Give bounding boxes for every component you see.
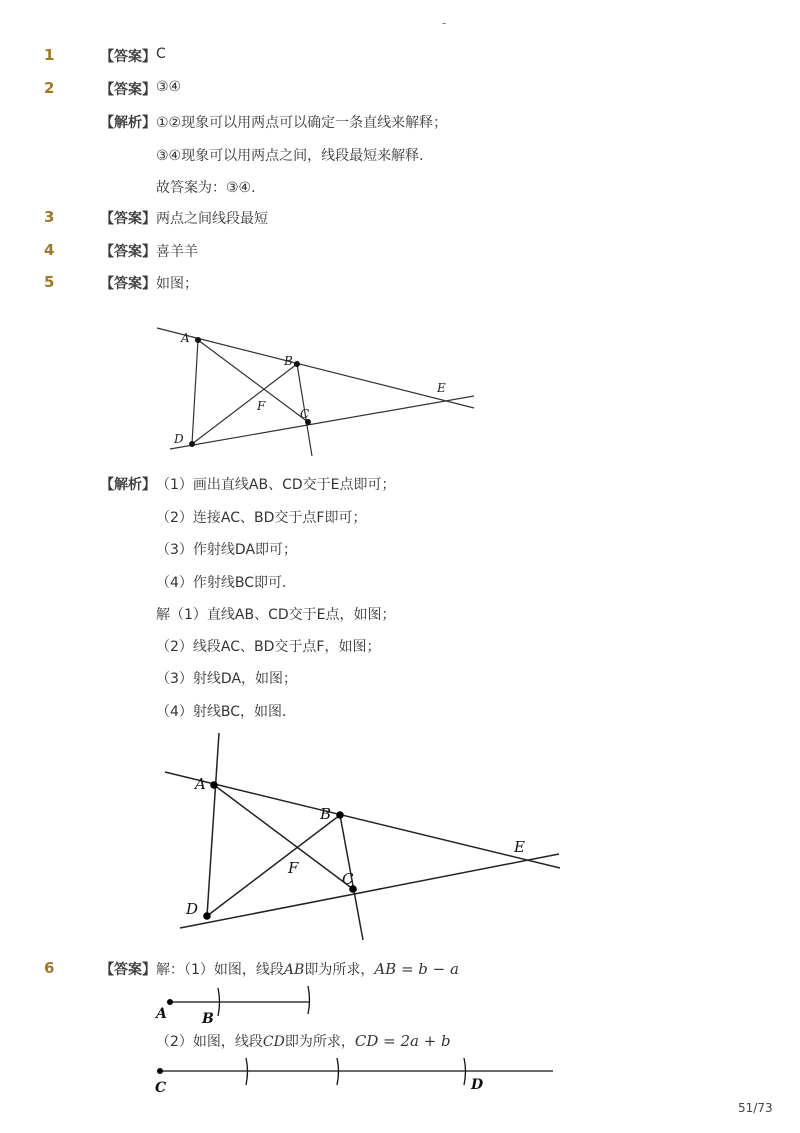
line-ab [157, 328, 474, 408]
answer-label: 【答案】 [100, 276, 156, 292]
label-e: E [437, 381, 446, 395]
analysis-line: （2）连接AC、BD交于点F即可； [156, 510, 367, 526]
analysis-label: 【解析】 [100, 115, 156, 131]
question-number-4: 4 [44, 241, 55, 259]
header-mark: - [442, 16, 447, 30]
label-b: B [202, 1011, 214, 1027]
line-cd [170, 396, 474, 449]
answer-label: 【答案】 [100, 244, 156, 260]
segment-bd [192, 364, 297, 444]
label-d: D [174, 432, 184, 446]
analysis-line: （2）线段AC、BD交于点F，如图； [156, 639, 381, 655]
answer-text-2: ③④ [156, 79, 182, 95]
analysis-line: （4）射线BC，如图． [156, 704, 297, 720]
point-b [336, 811, 344, 819]
analysis-line: （3）作射线DA即可； [156, 542, 298, 558]
label-f: F [288, 859, 299, 877]
part2-text: （2）如图，线段 [156, 1034, 263, 1050]
part1-equation: AB = b − a [374, 960, 459, 978]
point-a [195, 337, 201, 343]
segment-figure-ab [150, 980, 330, 1030]
question-number-6: 6 [44, 959, 55, 977]
page-number: 51/73 [738, 1101, 773, 1115]
analysis-line: （1）画出直线AB、CD交于E点即可； [156, 477, 396, 493]
analysis-label: 【解析】 [100, 477, 156, 493]
ray-da [192, 340, 198, 444]
point-d [189, 441, 195, 447]
label-a: A [156, 1006, 167, 1022]
geometry-figure-large [160, 728, 570, 943]
question-number-1: 1 [44, 46, 55, 64]
answer-label: 【答案】 [100, 962, 156, 978]
analysis-line: 故答案为：③④． [156, 180, 266, 196]
answer-text-5: 如图； [156, 276, 198, 292]
point-c [157, 1068, 163, 1074]
segment-figure-cd [150, 1055, 560, 1100]
answer-text-3: 两点之间线段最短 [156, 211, 268, 227]
point-a [210, 781, 218, 789]
label-a: A [195, 775, 206, 793]
answer-text-1: C [156, 46, 166, 62]
answer-text-4: 喜羊羊 [156, 244, 198, 260]
answer-line-6-part2 [156, 1031, 451, 1051]
part1-var: AB [283, 962, 305, 978]
answer-label: 【答案】 [100, 211, 156, 227]
label-b: B [284, 354, 293, 368]
answer-label: 【答案】 [100, 49, 156, 65]
part1-tail: 即为所求， [304, 962, 375, 978]
line-cd [180, 854, 559, 928]
label-c: C [300, 407, 310, 421]
question-number-3: 3 [44, 208, 55, 226]
question-number-2: 2 [44, 79, 55, 97]
label-e: E [514, 838, 525, 856]
analysis-line: （4）作射线BC即可． [156, 575, 297, 591]
label-a: A [181, 331, 190, 345]
part2-tail: 即为所求， [284, 1034, 355, 1050]
part2-var: CD [262, 1034, 285, 1050]
analysis-line: ③④现象可以用两点之间，线段最短来解释． [156, 148, 434, 164]
question-number-5: 5 [44, 273, 55, 291]
ray-da [207, 733, 219, 916]
point-d [203, 912, 211, 920]
part1-text: 解：（1）如图，线段 [156, 962, 284, 978]
label-b: B [320, 805, 332, 823]
label-d: D [471, 1077, 484, 1093]
label-d: D [186, 900, 199, 918]
answer-label: 【答案】 [100, 82, 156, 98]
arc-mark-end [308, 986, 310, 1014]
analysis-line: （3）射线DA，如图； [156, 671, 298, 687]
point-b [294, 361, 300, 367]
label-c: C [155, 1080, 167, 1096]
part2-equation: CD = 2a + b [354, 1032, 451, 1050]
label-c: C [342, 870, 354, 888]
geometry-figure-small [150, 322, 480, 462]
analysis-line: 解（1）直线AB、CD交于E点，如图； [156, 607, 396, 623]
answer-line-6-part1 [156, 959, 459, 979]
line-ab [165, 772, 560, 868]
analysis-line: ①②现象可以用两点可以确定一条直线来解释； [156, 115, 448, 131]
point-a [167, 999, 173, 1005]
label-f: F [257, 399, 266, 413]
